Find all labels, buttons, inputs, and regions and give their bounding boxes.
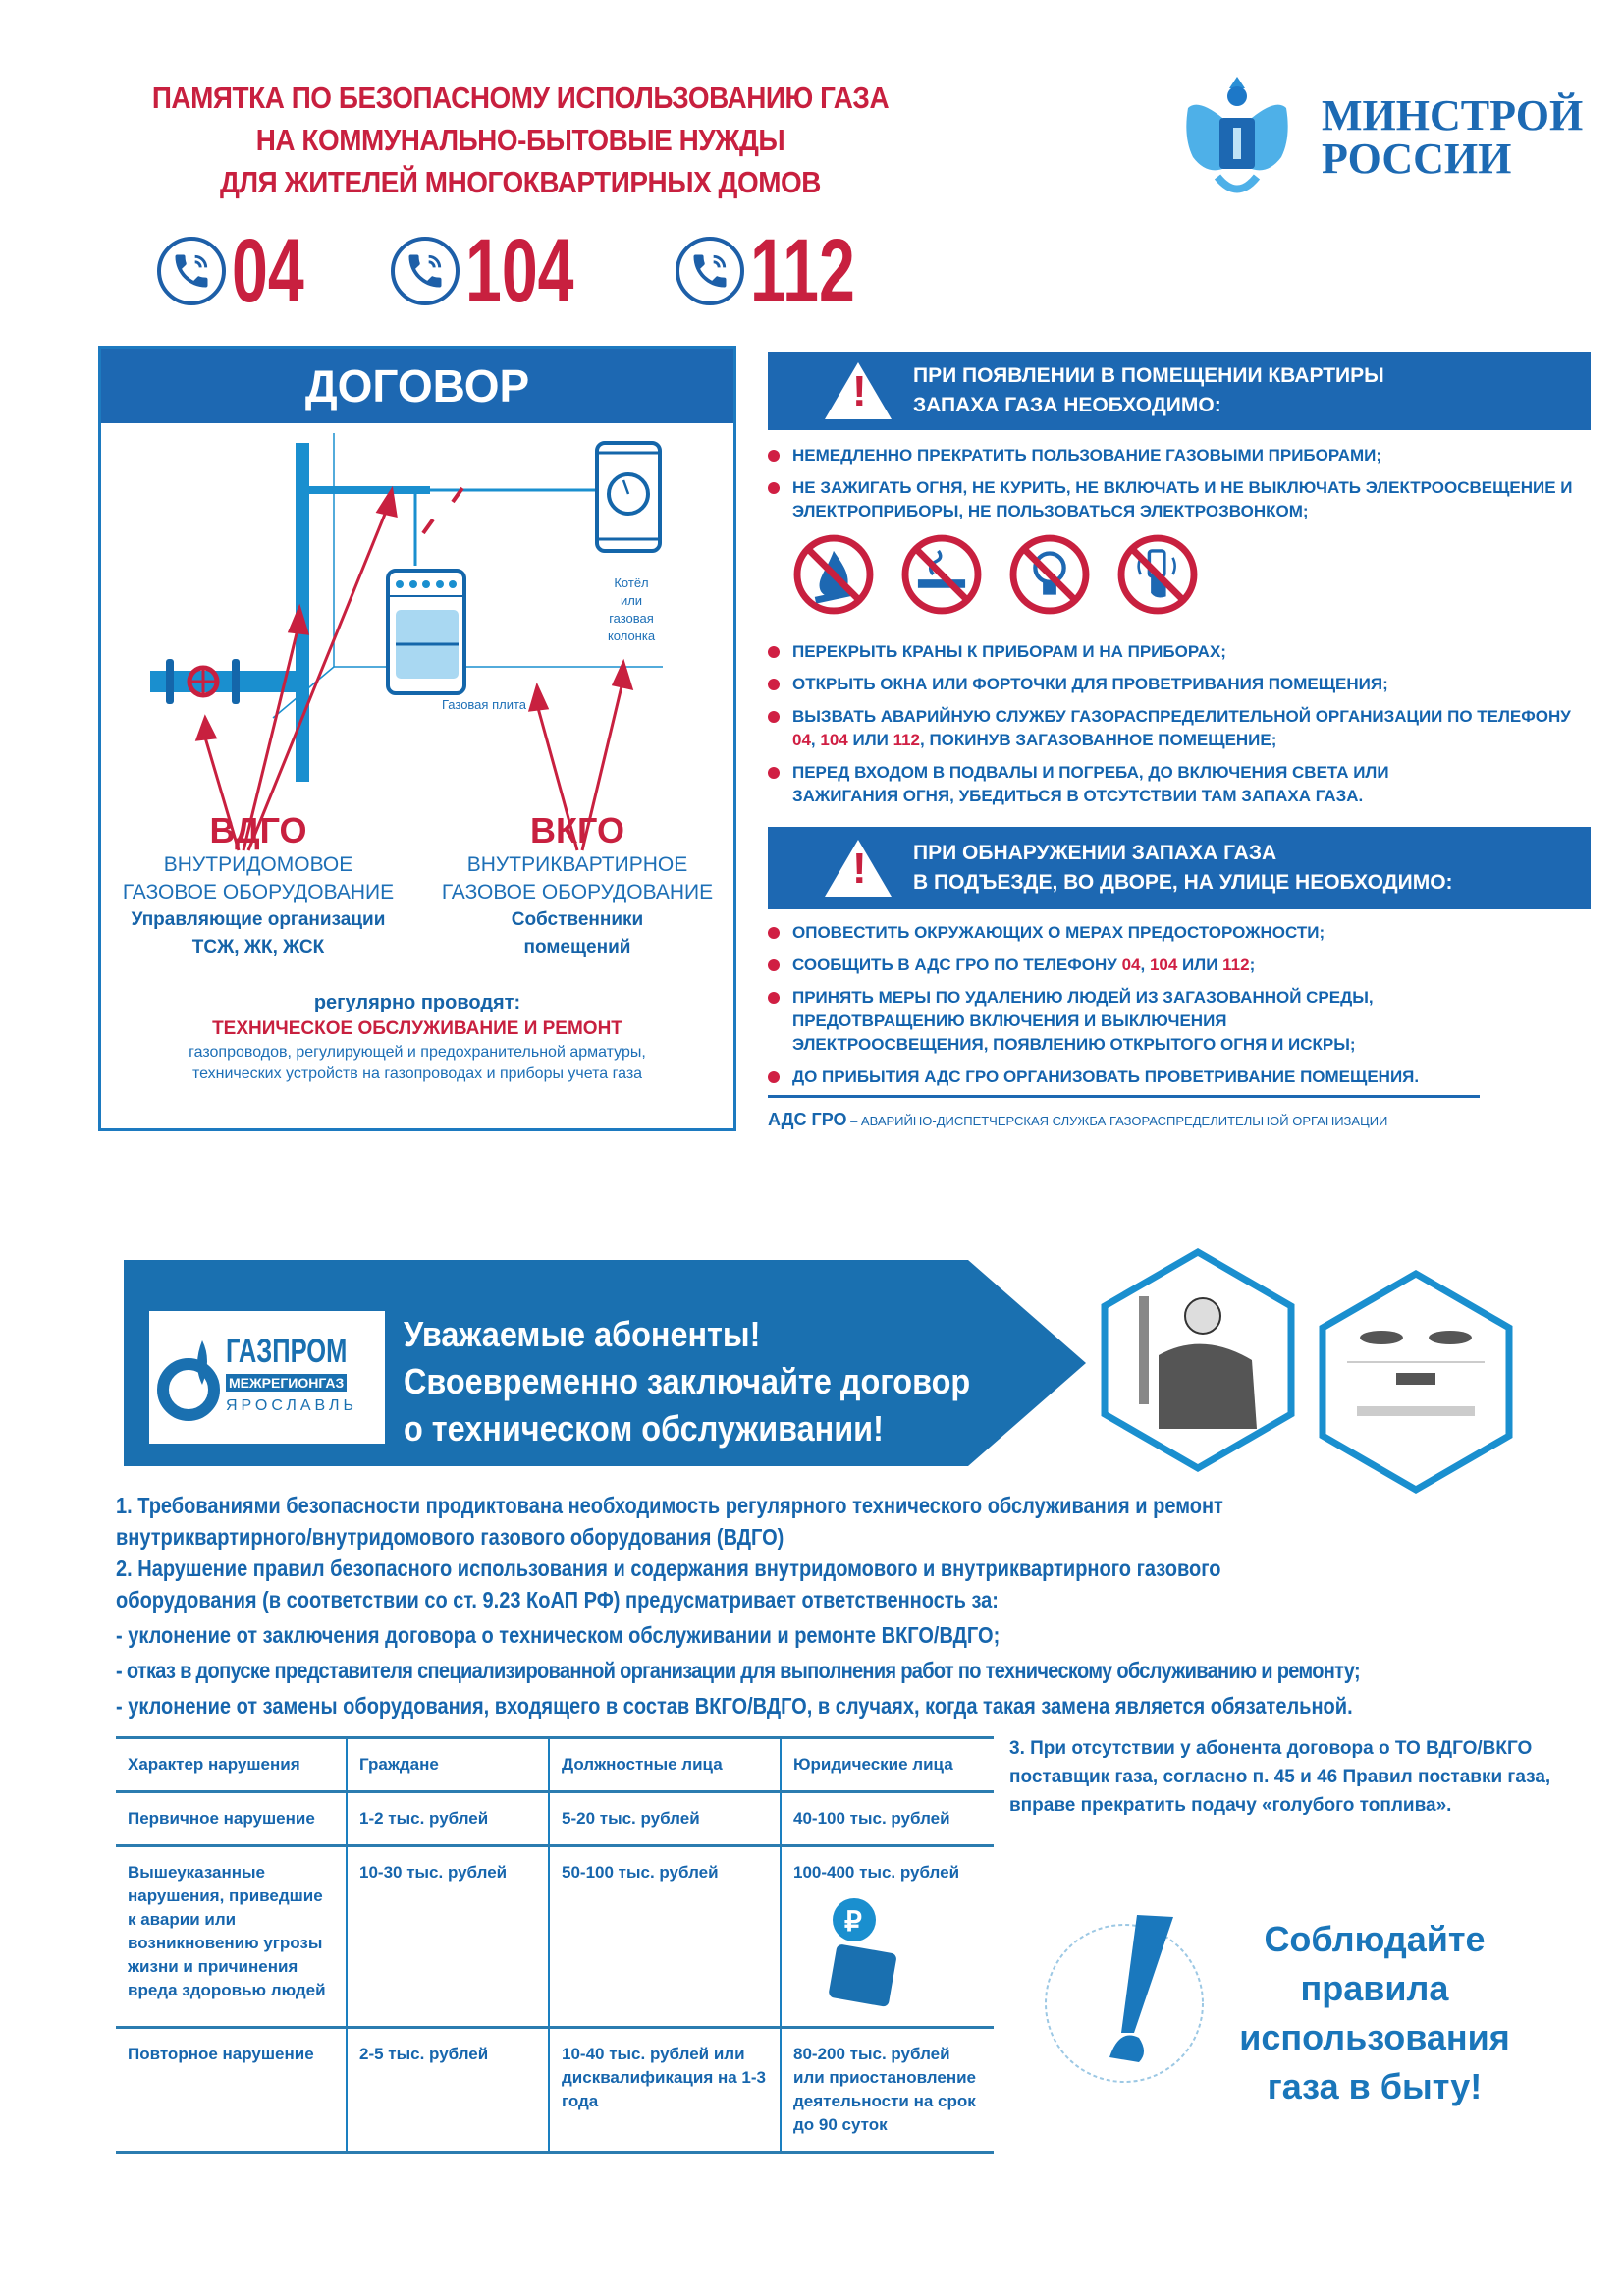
vdgo-responsible: Управляющие организации (131, 909, 386, 930)
table-cell: 40-100 тыс. рублей (781, 1792, 994, 1846)
banner-message (404, 1311, 970, 1452)
ministry-line-2: РОССИИ (1322, 135, 1512, 183)
warning-title-line: ЗАПАХА ГАЗА НЕОБХОДИМО: (913, 394, 1221, 416)
gazprom-banner (124, 1260, 1086, 1466)
vdgo-abbr: ВДГО (209, 810, 307, 850)
list-item: ОТКРЫТЬ ОКНА ИЛИ ФОРТОЧКИ ДЛЯ ПРОВЕТРИВАНИЯ ПОМЕЩЕНИЯ; (768, 673, 1591, 696)
technician-illustration (1100, 1247, 1296, 1473)
table-row (116, 1846, 994, 2028)
table-row (116, 2028, 994, 2153)
svg-text:₽: ₽ (844, 1906, 862, 1937)
item-text: , (810, 731, 821, 749)
body-line: оборудования (в соответствии со ст. 9.23 КоАП РФ) предусматривает ответственность за: (116, 1587, 999, 1613)
no-fire-icon (791, 532, 876, 617)
gazprom-flame-icon (157, 1331, 226, 1429)
no-light-icon (1007, 532, 1092, 617)
body-line: - уклонение от замены оборудования, входящего в состав ВКГО/ВДГО, в случаях, когда такая замена является обязательной. (116, 1693, 1353, 1719)
title-line-3: ДЛЯ ЖИТЕЛЕЙ МНОГОКВАРТИРНЫХ ДОМОВ (220, 165, 821, 199)
vdgo-block (121, 810, 396, 961)
logo-word: ГАЗПРОМ (226, 1333, 348, 1370)
abbr-definition: – АВАРИЙНО-ДИСПЕТЧЕРСКАЯ СЛУЖБА ГАЗОРАСПРЕДЕЛИТЕЛЬНОЙ ОРГАНИЗАЦИИ (846, 1114, 1388, 1128)
body-line: внутриквартирного/внутридомового газового оборудования (ВДГО) (116, 1524, 784, 1550)
list-item: ПЕРЕД ВХОДОМ В ПОДВАЛЫ И ПОГРЕБА, ДО ВКЛЮЧЕНИЯ СВЕТА ИЛИ ЗАЖИГАНИЯ ОГНЯ, УБЕДИТЬСЯ В ОТСУТСТВИИ ТАМ ЗАПАХА ГАЗА. (768, 761, 1499, 808)
title-line-2: НА КОММУНАЛЬНО-БЫТОВЫЕ НУЖДЫ (255, 123, 785, 157)
table-cell: Повторное нарушение (128, 2045, 314, 2063)
table-cell (781, 1846, 994, 2028)
table-cell: 5-20 тыс. рублей (549, 1792, 781, 1846)
table-cell: 2-5 тыс. рублей (347, 2028, 549, 2153)
vkgo-name-line: ВНУТРИКВАРТИРНОЕ (466, 853, 688, 876)
vkgo-block (440, 810, 715, 961)
phone-icon (676, 237, 744, 305)
slogan-line: Соблюдайте (1264, 1919, 1486, 1959)
no-doorbell-icon (1115, 532, 1200, 617)
phone-number: 112 (749, 221, 855, 321)
vdgo-name-line: ГАЗОВОЕ ОБОРУДОВАНИЕ (122, 881, 395, 903)
prohibition-signs (791, 532, 1200, 617)
apartment-warning-title (913, 361, 1384, 420)
ministry-name (1322, 91, 1584, 183)
table-header: Должностные лица (549, 1738, 781, 1792)
stove-illustration (1318, 1269, 1514, 1495)
list-item: НЕ ЗАЖИГАТЬ ОГНЯ, НЕ КУРИТЬ, НЕ ВКЛЮЧАТЬ И НЕ ВЫКЛЮЧАТЬ ЭЛЕКТРООСВЕЩЕНИЕ И ЭЛЕКТРОПРИБОРЫ, НЕ ПОЛЬЗОВАТЬСЯ ЭЛЕКТРОЗВОНКОМ; (768, 476, 1578, 523)
slogan-line: газа в быту! (1267, 2066, 1483, 2106)
phone-number: 112 (1222, 956, 1250, 974)
list-item: ОПОВЕСТИТЬ ОКРУЖАЮЩИХ О МЕРАХ ПРЕДОСТОРОЖНОСТИ; (768, 921, 1591, 945)
ministry-line-1: МИНСТРОЙ (1322, 91, 1584, 139)
banner-line: о техническом обслуживании! (404, 1408, 884, 1449)
body-line: - отказ в допуске представителя специализированной организации для выполнения работ по техническому обслуживанию и ремонту; (116, 1658, 1360, 1683)
item-text: , (1140, 956, 1150, 974)
vkgo-abbr: ВКГО (530, 810, 624, 850)
table-header: Граждане (347, 1738, 549, 1792)
regularly-label: регулярно проводят: (313, 992, 521, 1013)
service-details-line: технических устройств на газопроводах и приборы учета газа (191, 1066, 643, 1082)
apartment-warning-list-top (768, 444, 1591, 532)
body-line: - уклонение от заключения договора о техническом обслуживании и ремонте ВКГО/ВДГО; (116, 1622, 1001, 1648)
exclamation-icon (1031, 1895, 1227, 2092)
title-line-1: ПАМЯТКА ПО БЕЗОПАСНОМУ ИСПОЛЬЗОВАНИЮ ГАЗА (151, 81, 890, 115)
vkgo-responsible: помещений (523, 937, 631, 957)
list-item (768, 954, 1591, 977)
fines-table (116, 1736, 994, 2154)
phone-04[interactable] (157, 221, 332, 321)
phone-icon (157, 237, 226, 305)
table-header: Характер нарушения (128, 1755, 300, 1774)
page-title (140, 77, 900, 203)
boiler-label-line: колонка (607, 629, 656, 643)
abbreviation-note (768, 1110, 1387, 1130)
table-row (116, 1792, 994, 1846)
contract-panel (98, 346, 736, 1131)
item-text: , ПОКИНУВ ЗАГАЗОВАННОЕ ПОМЕЩЕНИЕ; (920, 731, 1277, 749)
table-cell: Вышеуказанные нарушения, приведшие к аварии или возникновению угрозы жизни и причинения вреда здоровью людей (128, 1863, 326, 1999)
warning-title-line: ПРИ ПОЯВЛЕНИИ В ПОМЕЩЕНИИ КВАРТИРЫ (913, 364, 1384, 387)
banner-line: Своевременно заключайте договор (404, 1361, 971, 1401)
boiler-label-line: или (620, 593, 643, 608)
list-item: ПЕРЕКРЫТЬ КРАНЫ К ПРИБОРАМ И НА ПРИБОРАХ; (768, 640, 1591, 664)
boiler-label-line: газовая (609, 611, 654, 626)
table-cell: 10-30 тыс. рублей (347, 1846, 549, 2028)
phone-number: 104 (465, 221, 574, 321)
vkgo-name-line: ГАЗОВОЕ ОБОРУДОВАНИЕ (441, 881, 714, 903)
apartment-warning-header (768, 352, 1591, 430)
table-cell: 10-40 тыс. рублей или дисквалификация на 1-3 года (549, 2028, 781, 2153)
table-cell: 80-200 тыс. рублей или приостановление деятельности на срок до 90 суток (781, 2028, 994, 2153)
slogan-line: правила (1300, 1968, 1449, 2008)
emergency-phones (157, 221, 895, 321)
list-item: ДО ПРИБЫТИЯ АДС ГРО ОРГАНИЗОВАТЬ ПРОВЕТРИВАНИЕ ПОМЕЩЕНИЯ. (768, 1066, 1480, 1098)
item-text: ВЫЗВАТЬ АВАРИЙНУЮ СЛУЖБУ ГАЗОРАСПРЕДЕЛИТЕЛЬНОЙ ОРГАНИЗАЦИИ ПО ТЕЛЕФОНУ (792, 707, 1571, 726)
rules-slogan (1217, 1915, 1532, 2111)
logo-city: ЯРОСЛАВЛЬ (226, 1397, 358, 1414)
warning-title-line: ПРИ ОБНАРУЖЕНИИ ЗАПАХА ГАЗА (913, 842, 1277, 864)
body-line: 2. Нарушение правил безопасного использования и содержания внутридомового и внутриквартирного газового (116, 1556, 1221, 1581)
list-item (768, 705, 1597, 752)
table-cell: Первичное нарушение (128, 1809, 315, 1828)
vdgo-responsible: ТСЖ, ЖК, ЖСК (191, 937, 325, 957)
slogan-line: использования (1239, 2017, 1510, 2057)
table-cell: 50-100 тыс. рублей (549, 1846, 781, 2028)
service-label: ТЕХНИЧЕСКОЕ ОБСЛУЖИВАНИЕ И РЕМОНТ (212, 1018, 622, 1039)
phone-icon (391, 237, 460, 305)
no-smoking-icon (899, 532, 984, 617)
stove-label: Газовая плита (441, 697, 526, 712)
service-details (101, 1042, 733, 1085)
minstroy-logo (1178, 69, 1583, 206)
list-item: ПРИНЯТЬ МЕРЫ ПО УДАЛЕНИЮ ЛЮДЕЙ ИЗ ЗАГАЗОВАННОЙ СРЕДЫ, ПРЕДОТВРАЩЕНИЮ ВКЛЮЧЕНИЯ И ВЫКЛЮЧЕНИЯ ЭЛЕКТРООСВЕЩЕНИЯ, ПОЯВЛЕНИЮ ОТКРЫТОГО ОГНЯ И ИСКРЫ; (768, 986, 1421, 1057)
list-item: НЕМЕДЛЕННО ПРЕКРАТИТЬ ПОЛЬЗОВАНИЕ ГАЗОВЫМИ ПРИБОРАМИ; (768, 444, 1591, 467)
table-header-row (116, 1738, 994, 1792)
gazprom-logo (149, 1311, 385, 1444)
table-header: Юридические лица (781, 1738, 994, 1792)
item-text: СООБЩИТЬ В АДС ГРО ПО ТЕЛЕФОНУ (792, 956, 1122, 974)
warning-icon (825, 362, 892, 419)
ruble-wallet-icon (823, 1894, 901, 2012)
phone-104[interactable] (391, 221, 617, 321)
boiler-label (577, 574, 685, 645)
phone-number: 04 (232, 221, 304, 321)
phone-number: 104 (820, 731, 848, 749)
outdoor-warning-header (768, 827, 1591, 909)
cell-text: 100-400 тыс. рублей (793, 1863, 960, 1882)
vkgo-responsible: Собственники (511, 909, 644, 930)
vdgo-name-line: ВНУТРИДОМОВОЕ (163, 853, 353, 876)
boiler-label-line: Котёл (614, 575, 649, 590)
phone-number: 104 (1149, 956, 1178, 974)
abbr-term: АДС ГРО (768, 1110, 847, 1129)
warning-title-line: В ПОДЪЕЗДЕ, ВО ДВОРЕ, НА УЛИЦЕ НЕОБХОДИМО: (913, 871, 1453, 894)
phone-112[interactable] (676, 221, 895, 321)
body-line: 1. Требованиями безопасности продиктована необходимость регулярного технического обслуживания и ремонт (116, 1493, 1223, 1518)
item-text: ; (1249, 956, 1256, 974)
logo-subtitle: МЕЖРЕГИОНГАЗ (226, 1374, 347, 1392)
warning-icon (825, 840, 892, 897)
coat-of-arms-icon (1178, 69, 1296, 206)
liability-text (116, 1490, 1568, 1722)
gas-supply-note: 3. При отсутствии у абонента договора о ТО ВДГО/ВКГО поставщик газа, согласно п. 45 и 46 Правил поставки газа, вправе прекратить подачу «голубого топлива». (1009, 1738, 1551, 1816)
apartment-warning-list-bottom (768, 640, 1591, 817)
phone-number: 04 (792, 731, 811, 749)
phone-number: 112 (893, 731, 920, 749)
banner-line: Уважаемые абоненты! (404, 1314, 761, 1354)
service-details-line: газопроводов, регулирующей и предохранительной арматуры, (189, 1044, 646, 1061)
item-text: ИЛИ (847, 731, 893, 749)
outdoor-warning-title (913, 839, 1453, 898)
contract-heading: ДОГОВОР (101, 349, 733, 423)
item-text: ИЛИ (1177, 956, 1223, 974)
outdoor-warning-list (768, 921, 1591, 1107)
table-cell: 1-2 тыс. рублей (347, 1792, 549, 1846)
phone-number: 04 (1121, 956, 1141, 974)
